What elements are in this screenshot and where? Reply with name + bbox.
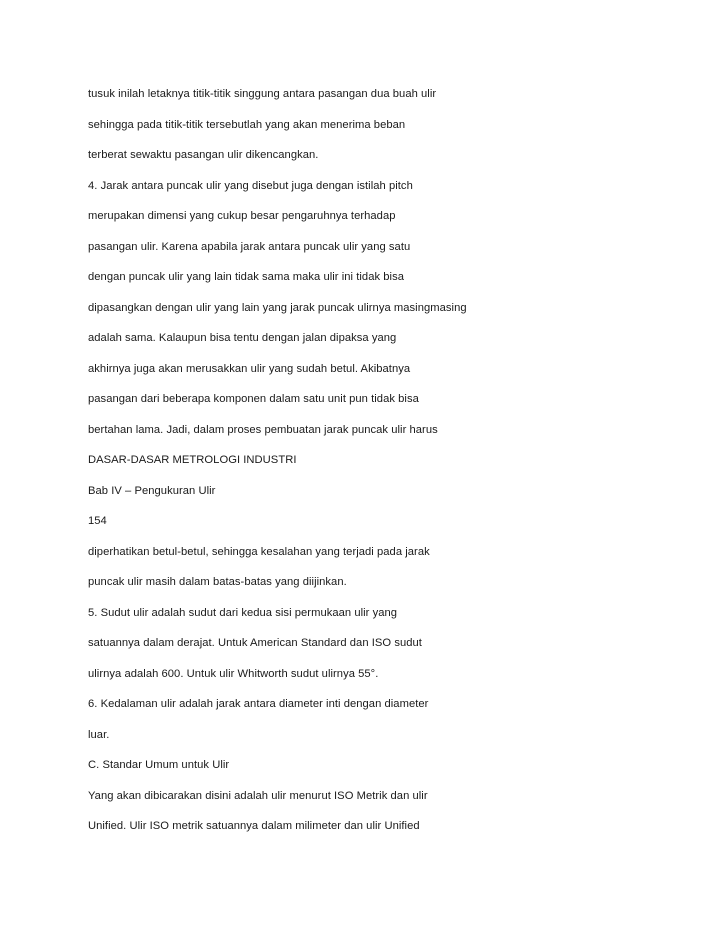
running-header-chapter: Bab IV – Pengukuran Ulir xyxy=(88,484,216,497)
text-line: sehingga pada titik-titik tersebutlah yang akan menerima beban xyxy=(88,118,406,131)
text-line: Yang akan dibicarakan disini adalah ulir menurut ISO Metrik dan ulir xyxy=(88,789,428,802)
text-line: bertahan lama. Jadi, dalam proses pembuatan jarak puncak ulir harus xyxy=(88,423,438,436)
text-line: dengan puncak ulir yang lain tidak sama maka ulir ini tidak bisa xyxy=(88,271,405,283)
text-line: 5. Sudut ulir adalah sudut dari kedua sisi permukaan ulir yang xyxy=(88,606,398,619)
text-line: terberat sewaktu pasangan ulir dikencangkan. xyxy=(88,149,319,161)
running-header-title: DASAR-DASAR METROLOGI INDUSTRI xyxy=(88,454,297,466)
text-line: pasangan dari beberapa komponen dalam satu unit pun tidak bisa xyxy=(88,393,419,405)
text-line: merupakan dimensi yang cukup besar pengaruhnya terhadap xyxy=(88,210,396,222)
text-line: puncak ulir masih dalam batas-batas yang diijinkan. xyxy=(88,576,347,588)
text-line: luar. xyxy=(88,728,110,741)
text-line: 6. Kedalaman ulir adalah jarak antara diameter inti dengan diameter xyxy=(88,698,429,710)
text-line: adalah sama. Kalaupun bisa tentu dengan jalan dipaksa yang xyxy=(88,332,397,344)
text-line: 4. Jarak antara puncak ulir yang disebut juga dengan istilah pitch xyxy=(88,179,413,192)
text-line: pasangan ulir. Karena apabila jarak antara puncak ulir yang satu xyxy=(88,240,411,253)
text-line: dipasangkan dengan ulir yang lain yang jarak puncak ulirnya masingmasing xyxy=(88,301,467,314)
page-number: 154 xyxy=(88,515,107,527)
text-line: akhirnya juga akan merusakkan ulir yang sudah betul. Akibatnya xyxy=(88,362,411,375)
section-heading: C. Standar Umum untuk Ulir xyxy=(88,759,230,771)
text-line: tusuk inilah letaknya titik-titik singgung antara pasangan dua buah ulir xyxy=(88,88,437,100)
text-line: satuannya dalam derajat. Untuk American Standard dan ISO sudut xyxy=(88,637,422,649)
text-line: Unified. Ulir ISO metrik satuannya dalam milimeter dan ulir Unified xyxy=(88,820,420,832)
text-line: ulirnya adalah 600. Untuk ulir Whitworth sudut ulirnya 55°. xyxy=(88,667,379,680)
text-lines xyxy=(88,86,688,849)
text-line: diperhatikan betul-betul, sehingga kesalahan yang terjadi pada jarak xyxy=(88,545,430,558)
